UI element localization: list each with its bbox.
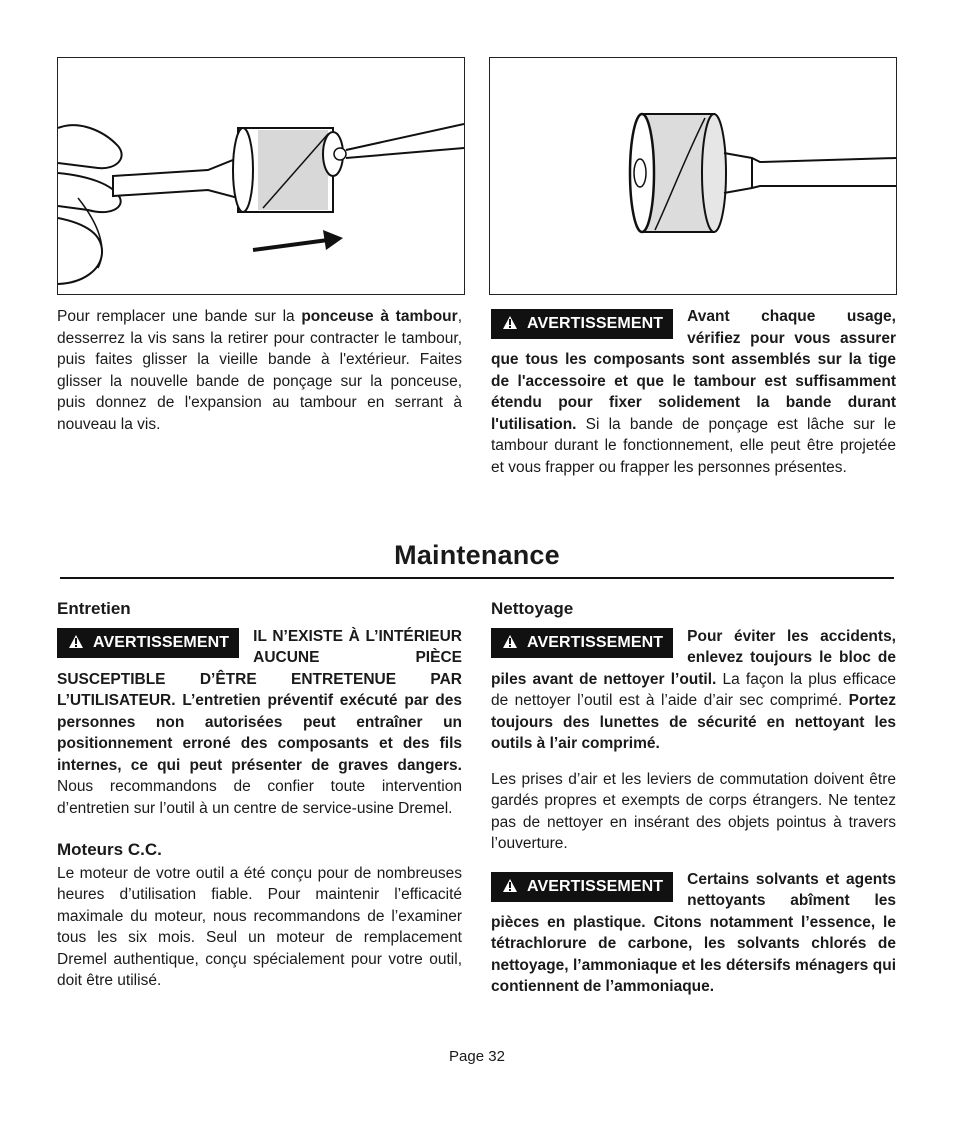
drum-warning-bold: Avant chaque usage, vérifiez pour vous assurer que tous les composants sont assemblés sur la tige de l'accessoire et que le tambour est suffisamment étendu pour fixer solidement la bande durant l'utilisation. [491, 308, 896, 433]
warning-badge [491, 872, 673, 902]
warning-triangle-icon [69, 635, 83, 648]
nettoyage-bold-1: Pour éviter les accidents, enlevez toujours le bloc de piles avant de nettoyer l’outil. [491, 627, 896, 688]
section-title: Maintenance [394, 540, 560, 570]
right-column [491, 598, 896, 998]
moteurs-heading: Moteurs C.C. [57, 840, 162, 859]
left-column [57, 598, 462, 992]
section-divider [60, 577, 894, 579]
band-replacement-pre: Pour remplacer une bande sur la [57, 308, 302, 325]
figure-right [489, 57, 897, 295]
page-number: Page 32 [449, 1048, 505, 1065]
warning-badge [491, 309, 673, 339]
band-replacement-text [57, 306, 462, 435]
solvent-warning [491, 869, 896, 998]
warning-label: AVERTISSEMENT [93, 633, 230, 651]
moteurs-text: Le moteur de votre outil a été conçu pour de nombreuses heures d’utilisation fiable. Pour maintenir l’efficacité maximale du moteur, nous recommandons de l’examiner tous les six mois. Seul un moteur de remplacement Dremel authentique, conçu spécialement pour votre outil, doit être utilisé. [57, 864, 462, 989]
warning-triangle-icon [503, 316, 517, 329]
entretien-heading: Entretien [57, 599, 131, 618]
drum-warning-text [491, 306, 896, 478]
warning-badge [491, 628, 673, 658]
warning-triangle-icon [503, 635, 517, 648]
drum-sander-accessory-illustration [490, 58, 896, 294]
band-replacement-post: , desserrez la vis sans la retirer pour contracter le tambour, puis faites glisser la vieille bande à l'extérieur. Faites glisser la nouvelle bande de ponçage sur la ponceuse, puis donnez de l'expansion au tambour en serrant à nouveau la vis. [57, 308, 462, 433]
entretien-normal: Nous recommandons de confier toute intervention d’entretien sur l’outil à un centre de service-usine Dremel. [57, 778, 462, 817]
warning-badge [57, 628, 239, 658]
nettoyage-bold-2: Portez toujours des lunettes de sécurité en nettoyant les outils à l’air comprimé. [491, 692, 896, 752]
drum-warning-normal: Si la bande de ponçage est lâche sur le tambour durant le fonctionnement, elle peut être projetée et vous frapper ou frapper les personnes présentes. [491, 415, 896, 476]
nettoyage-para-2: Les prises d’air et les leviers de commutation doivent être gardés propres et exempts de corps étrangers. Ne tentez pas de nettoyer en insérant des objets pointus à travers l’ouverture. [491, 770, 896, 852]
figure-left [57, 57, 465, 295]
warning-label: AVERTISSEMENT [527, 315, 664, 332]
nettoyage-heading: Nettoyage [491, 599, 574, 618]
drum-sander-band-replacement-illustration [58, 58, 464, 294]
entretien-bold: IL N’EXISTE À L’INTÉRIEUR AUCUNE PIÈCE SUSCEPTIBLE D’ÊTRE ENTRETENUE PAR L’UTILISATEUR. L’entretien préventif exécuté par des personnes non autorisées peut entraîner un positionnement erroné des composants et des fils internes, ce qui peut présenter de graves dangers. [57, 627, 462, 774]
warning-label: AVERTISSEMENT [527, 877, 664, 895]
warning-triangle-icon [503, 879, 517, 892]
warning-label: AVERTISSEMENT [527, 633, 664, 651]
solvent-warning-bold: Certains solvants et agents nettoyants abîment les pièces en plastique. Citons notamment l’essence, le tétrachlorure de carbone, les solvants chlorés de nettoyage, l’ammoniaque et les détersifs ménagers qui contiennent de l’ammoniaque. [491, 870, 896, 995]
band-replacement-bold: ponceuse à tambour [301, 308, 458, 325]
nettoyage-normal-1: La façon la plus efficace de nettoyer l’outil est à l’aide d’air sec comprimé. [491, 670, 896, 709]
